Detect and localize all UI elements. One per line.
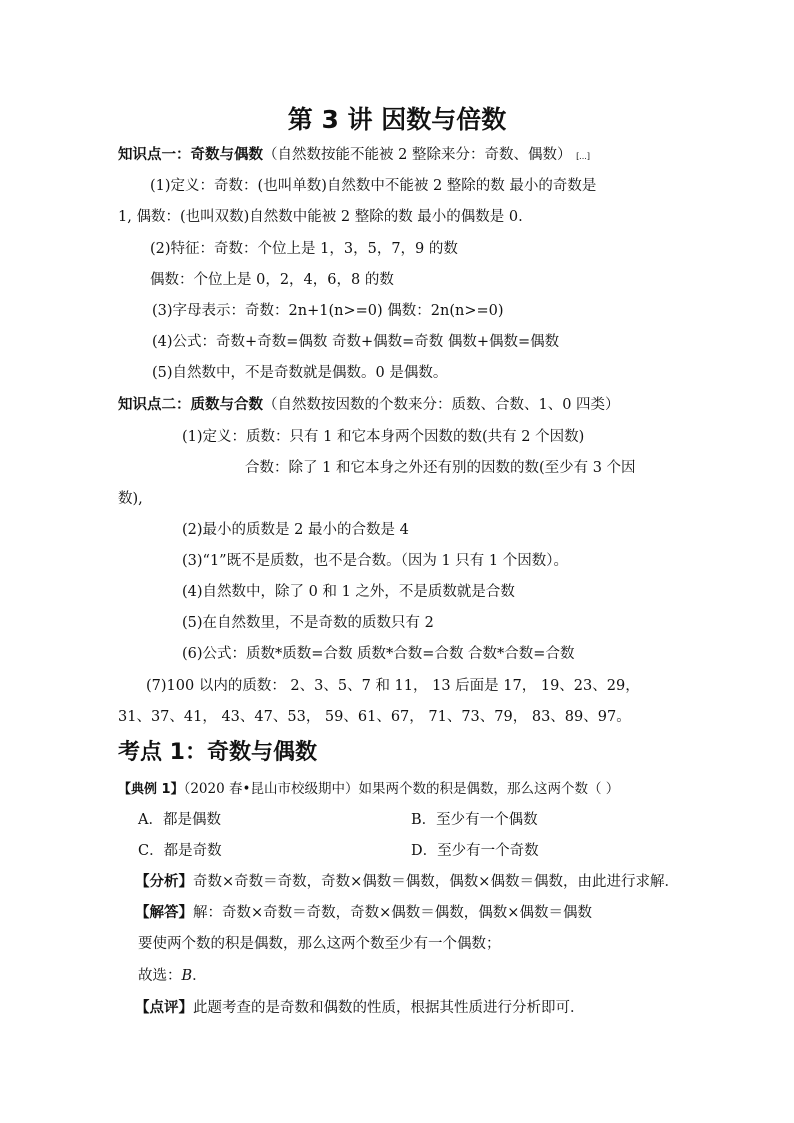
kp1-feature-2: 偶数：个位上是 0，2，4，6，8 的数	[150, 272, 394, 288]
kp1-heading-line	[118, 145, 590, 167]
edit-mark: [...]	[576, 152, 590, 161]
kp2-heading-note: （自然数按因数的个数来分：质数、合数、1、0 四类）	[263, 397, 620, 413]
kp1-formula: (4)公式：奇数+奇数=偶数 奇数+偶数=奇数 偶数+偶数=偶数	[152, 334, 560, 350]
analysis-line	[135, 872, 679, 892]
analysis-tag: 【分析】	[135, 874, 193, 890]
kp2-min: (2)最小的质数是 2 最小的合数是 4	[182, 522, 409, 538]
kp2-heading: 知识点二：质数与合数	[118, 397, 263, 413]
comment-text: 此题考查的是奇数和偶数的性质，根据其性质进行分析即可．	[193, 1000, 585, 1016]
kp2-definition-2: 合数：除了 1 和它本身之外还有别的因数的数(至少有 3 个因	[245, 460, 636, 476]
reason-line: 要使两个数的积是偶数，那么这两个数至少有一个偶数；	[138, 936, 501, 952]
kp1-definition-1: (1)定义：奇数：(也叫单数)自然数中不能被 2 整除的数 最小的奇数是	[150, 178, 597, 194]
kp1-heading-note: （自然数按能不能被 2 整除来分：奇数、偶数）	[263, 147, 572, 163]
kp2-definition-1: (1)定义：质数：只有 1 和它本身两个因数的数(共有 2 个因数)	[182, 429, 585, 445]
comment-tag: 【点评】	[135, 1000, 193, 1016]
kp2-one: (3)“1”既不是质数，也不是合数。（因为 1 只有 1 个因数）。	[182, 553, 568, 569]
example-tag: 【典例 1】	[118, 782, 184, 797]
kp2-primes-2: 31、37、41， 43、47、53， 59、61、67， 71、73、79， 83、89、97。	[118, 709, 631, 725]
option-b: B．至少有一个偶数	[411, 812, 538, 828]
option-a: A．都是偶数	[138, 812, 221, 828]
choice-line	[138, 966, 207, 986]
kp2-odd: (5)在自然数里，不是奇数的质数只有 2	[182, 615, 434, 631]
comment-line	[135, 998, 585, 1018]
kp2-primes-1: (7)100 以内的质数： 2、3、5、7 和 11， 13 后面是 17， 19、23、29，	[146, 678, 640, 694]
choice-letter: B	[181, 968, 193, 984]
answer-line	[135, 903, 592, 923]
kp2-natural: (4)自然数中，除了 0 和 1 之外，不是质数就是合数	[182, 584, 515, 600]
choice-prefix: 故选：	[138, 968, 182, 984]
kp2-formula: (6)公式：质数*质数=合数 质数*合数=合数 合数*合数=合数	[182, 646, 575, 662]
page-title: 第 3 讲 因数与倍数	[287, 105, 507, 134]
kp2-definition-3: 数),	[118, 491, 143, 507]
answer-text: 解：奇数×奇数＝奇数，奇数×偶数＝偶数，偶数×偶数＝偶数	[193, 905, 592, 921]
example-question-line	[118, 779, 619, 800]
analysis-text: 奇数×奇数＝奇数，奇数×偶数＝偶数，偶数×偶数＝偶数，由此进行求解．	[193, 874, 679, 890]
kp1-definition-2: 1, 偶数：(也叫双数)自然数中能被 2 整除的数 最小的偶数是 0.	[118, 209, 523, 225]
kaodian-heading: 考点 1：奇数与偶数	[118, 740, 317, 765]
kp1-heading: 知识点一：奇数与偶数	[118, 147, 263, 163]
kp1-note: (5)自然数中，不是奇数就是偶数。0 是偶数。	[152, 365, 448, 381]
option-d: D．至少有一个奇数	[411, 843, 539, 859]
example-question: （2020 春•昆山市校级期中）如果两个数的积是偶数，那么这两个数（ ）	[183, 781, 620, 797]
answer-tag: 【解答】	[135, 905, 193, 921]
option-c: C．都是奇数	[138, 843, 222, 859]
kp2-heading-line	[118, 395, 620, 415]
kp1-feature-1: (2)特征：奇数：个位上是 1，3，5，7，9 的数	[150, 241, 458, 257]
kp1-letters: (3)字母表示：奇数：2n+1(n>=0) 偶数：2n(n>=0)	[152, 303, 504, 319]
choice-suffix: ．	[192, 968, 207, 984]
